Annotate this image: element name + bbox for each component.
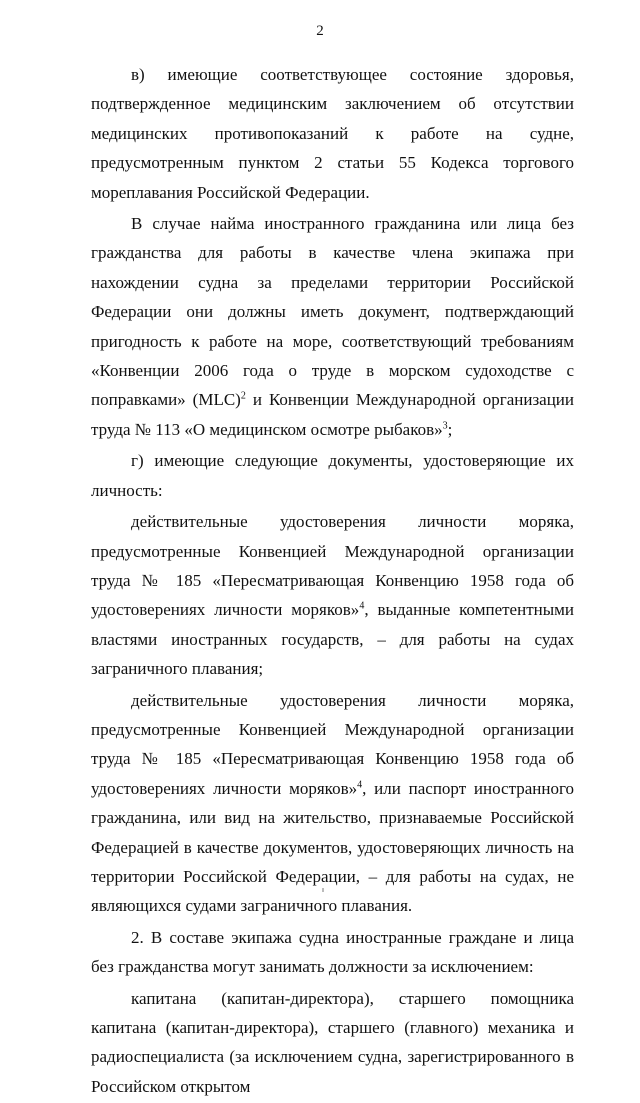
paragraph <box>91 60 574 207</box>
paragraph-text: ; <box>447 419 453 439</box>
paragraph <box>91 209 574 444</box>
footnote-reference: 4 <box>359 600 365 612</box>
document-body <box>91 60 574 1103</box>
paragraph-text: капитана (капитан-директора), старшего помощника капитана (капитан-директора), старшего (главного) механика и радиоспециалиста (за исключением судна, зарегистрированного в Российском открытом <box>91 988 574 1096</box>
paragraph-text: 2. В составе экипажа судна иностранные граждане и лица без гражданства могут занимать должности за исключением: <box>91 927 574 977</box>
paragraph <box>91 446 574 505</box>
paragraph-text: в) имеющие соответствующее состояние здоровья, подтвержденное медицинским заключением об отсутствии медицинских противопоказаний к работе на судне, предусмотренным пунктом 2 статьи 55 Кодекса торгового мореплавания Российской Федерации. <box>91 65 574 202</box>
paragraph-text: действительные удостоверения личности моряка, предусмотренные Конвенцией Международной организации труда № 185 «Пересматривающая Конвенцию 1958 года об удостоверениях личности моряков» <box>91 512 574 620</box>
paragraph <box>91 984 574 1102</box>
paragraph-text: и Конвенции Международной организации труда № 113 «О медицинском осмотре рыбаков» <box>91 390 574 439</box>
paragraph <box>91 923 574 982</box>
paragraph-text: г) имеющие следующие документы, удостоверяющие их личность: <box>91 451 574 500</box>
paragraph-text: , или паспорт иностранного гражданина, или вид на жительство, признаваемые Российской Федерацией в качестве документов, удостоверяющих личность на территории Российской Федерации, – для работы на судах, не являющихся судами заграничного плавания. <box>91 778 575 916</box>
paragraph-text: , выданные компетентными властями иностранных государств, – для работы на судах заграничного плавания; <box>91 600 575 679</box>
scan-artifact <box>322 888 324 892</box>
paragraph <box>91 686 574 921</box>
footnote-reference: 4 <box>357 779 363 791</box>
footnote-reference: 3 <box>442 420 448 432</box>
page-number: 2 <box>316 23 324 39</box>
paragraph-text: действительные удостоверения личности моряка, предусмотренные Конвенцией Международной организации труда № 185 «Пересматривающая Конвенцию 1958 года об удостоверениях личности моряков» <box>91 690 574 798</box>
paragraph <box>91 507 574 683</box>
paragraph-text: В случае найма иностранного гражданина или лица без гражданства для работы в качестве члена экипажа при нахождении судна за пределами территории Российской Федерации они должны иметь документ, подтверждающий пригодность к работе на море, соответствующий требованиям «Конвенции 2006 года о труде в морском судоходстве с поправками» (MLC) <box>91 214 574 410</box>
footnote-reference: 2 <box>240 390 246 402</box>
